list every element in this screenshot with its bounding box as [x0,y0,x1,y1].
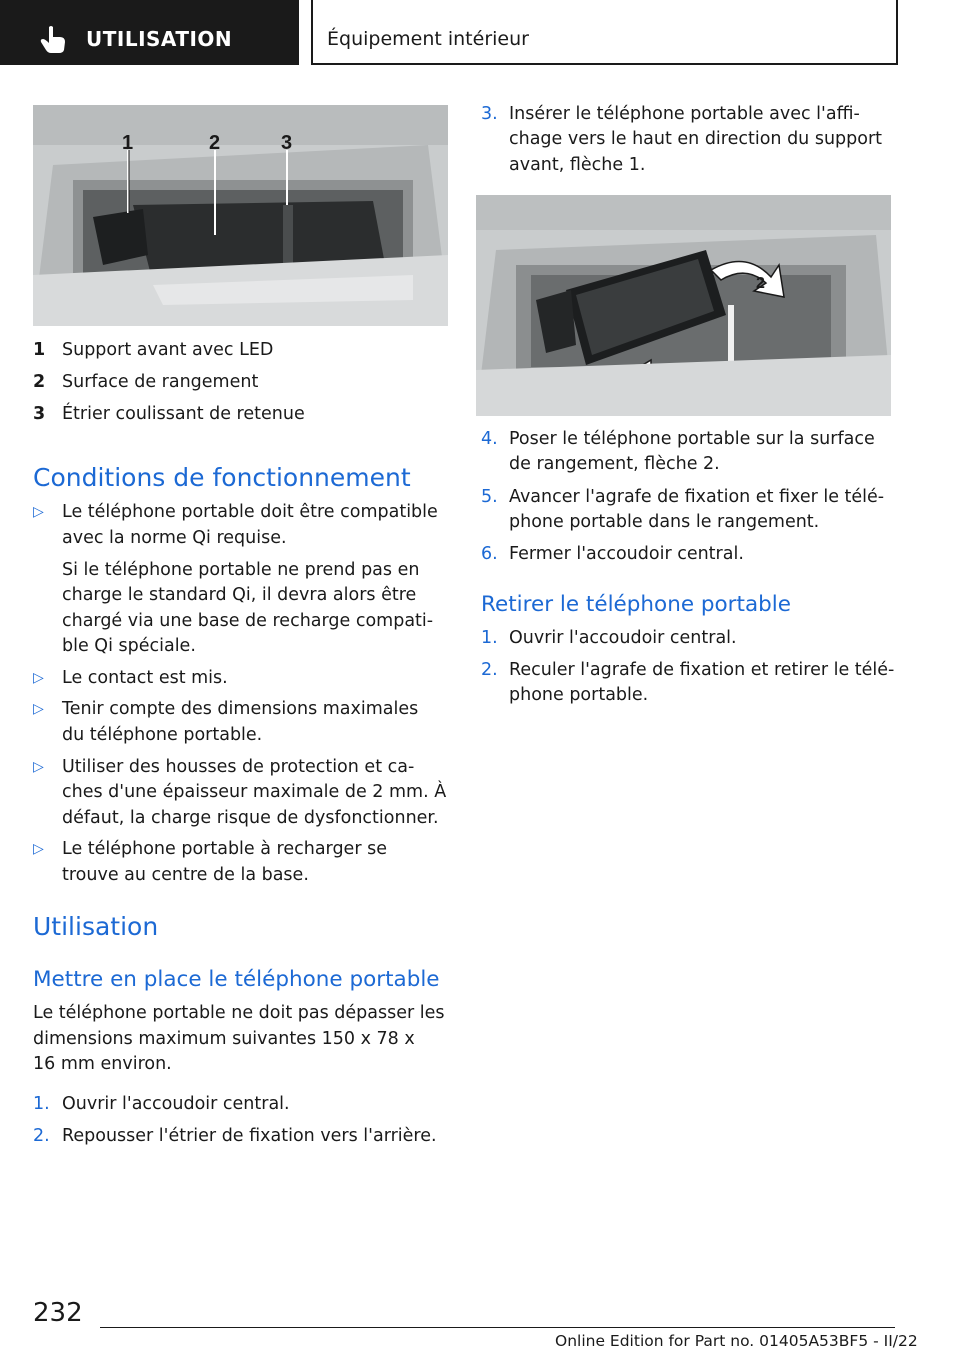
condition-3-line-1: Tenir compte des dimensions maximales [62,699,419,719]
step-3-line-1: Insérer le téléphone portable avec l'affi‐ [509,104,860,124]
intro-line-1: Le téléphone portable ne doit pas dépasser les [33,1003,445,1023]
legend-num-1: 1 [33,340,46,360]
step-num: 6. [481,544,498,564]
utilisation-heading: Utilisation [33,912,159,941]
legend-text-1: Support avant avec LED [62,340,274,360]
bullet-icon: ▷ [33,670,44,686]
condition-1-extra-3: chargé via une base de recharge compati‐ [62,611,434,631]
callout-3: 3 [281,132,293,154]
figure-phone-insertion [476,195,891,416]
condition-1-line-1: Le téléphone portable doit être compatible [62,502,438,522]
condition-1-extra-1: Si le téléphone portable ne prend pas en [62,560,420,580]
conditions-heading: Conditions de fonctionnement [33,463,411,492]
step-1-text: Ouvrir l'accoudoir central. [62,1094,290,1114]
condition-5-line-2: trouve au centre de la base. [62,865,309,885]
header-section-label: UTILISATION [86,27,233,51]
condition-4-line-1: Utiliser des housses de protection et ca‐ [62,757,415,777]
condition-4-line-2: ches d'une épaisseur maximale de 2 mm. À [62,782,447,802]
callout-2: 2 [209,132,221,154]
chapter-title: Équipement intérieur [327,28,529,50]
footer-edition: Online Edition for Part no. 01405A53BF5 - II/22 [555,1332,918,1350]
condition-5-line-1: Le téléphone portable à recharger se [62,839,387,859]
remove-step-2-line-2: phone portable. [509,685,649,705]
page-number: 232 [33,1298,83,1328]
step-3-line-2: chage vers le haut en direction du support [509,129,883,149]
step-num: 1. [33,1094,50,1114]
step-3-line-3: avant, flèche 1. [509,155,646,175]
arrow-label-2: 2 [756,275,765,292]
step-5-line-2: phone portable dans le rangement. [509,512,820,532]
header-title-box [311,0,898,65]
step-num: 5. [481,487,498,507]
condition-4-line-3: défaut, la charge risque de dysfonctionner. [62,808,439,828]
step-5-line-1: Avancer l'agrafe de fixation et fixer le télé‐ [509,487,885,507]
remove-phone-heading: Retirer le téléphone portable [481,592,791,617]
condition-1-line-2: avec la norme Qi requise. [62,528,287,548]
condition-1-extra-2: charge le standard Qi, il devra alors être [62,585,417,605]
legend-num-2: 2 [33,372,46,392]
legend-num-3: 3 [33,404,46,424]
legend-text-2: Surface de rangement [62,372,259,392]
bullet-icon: ▷ [33,759,44,775]
condition-3-line-2: du téléphone portable. [62,725,263,745]
step-num: 3. [481,104,498,124]
step-4-line-1: Poser le téléphone portable sur la surface [509,429,875,449]
figure-phone-tray [33,105,448,326]
footer-divider [100,1327,895,1328]
intro-line-2: dimensions maximum suivantes 150 x 78 x [33,1029,415,1049]
bullet-icon: ▷ [33,701,44,717]
pointing-hand-icon [40,25,66,53]
step-num: 4. [481,429,498,449]
step-num: 2. [481,660,498,680]
step-num: 2. [33,1126,50,1146]
intro-line-3: 16 mm environ. [33,1054,172,1074]
callout-1: 1 [122,132,134,154]
step-6-text: Fermer l'accoudoir central. [509,544,744,564]
condition-2-line-1: Le contact est mis. [62,668,228,688]
remove-step-2-line-1: Reculer l'agrafe de fixation et retirer le télé‐ [509,660,895,680]
step-4-line-2: de rangement, flèche 2. [509,454,720,474]
insert-phone-heading: Mettre en place le téléphone portable [33,967,440,992]
header-section-tab [0,0,299,65]
step-2-text: Repousser l'étrier de fixation vers l'arrière. [62,1126,437,1146]
bullet-icon: ▷ [33,504,44,520]
condition-1-extra-4: ble Qi spéciale. [62,636,196,656]
bullet-icon: ▷ [33,841,44,857]
remove-step-1-text: Ouvrir l'accoudoir central. [509,628,737,648]
step-num: 1. [481,628,498,648]
legend-text-3: Étrier coulissant de retenue [62,404,305,424]
